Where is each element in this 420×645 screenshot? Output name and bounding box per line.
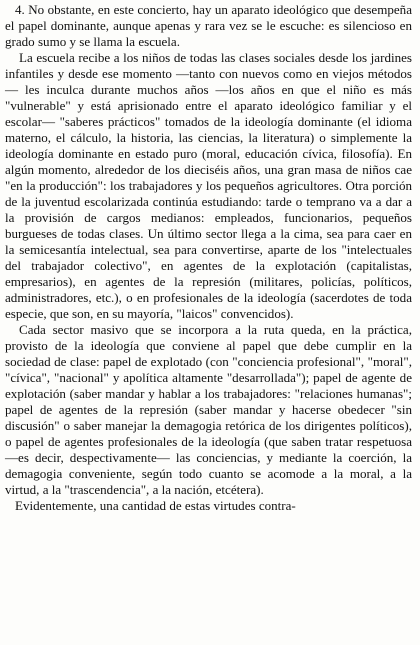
cut-off-line xyxy=(5,498,412,513)
paragraph-sectors: Cada sector masivo que se incorpora a la ruta queda, en la práctica, provisto de la ideología que conviene al papel que debe cumplir en la sociedad de clase: papel de explotado (con "conciencia profesional", "moral", "cívica", "nacional" y apolítica altamente "desarrollada"); papel de agente de explotación (saber mandar y hablar a los trabajadores: "relaciones humanas"; papel de agentes de la represión (saber mandar y hacerse obedecer "sin discusión" o saber manejar la demagogia retórica de los dirigentes políticos), o papel de agentes profesionales de la ideología (que saben tratar respetuosa —es decir, despectivamente— las conciencias, y mediante la coerción, la demagogia conveniente, según todo cuanto se acomode a la moral, a la virtud, a la "trascendencia", a la nación, etcétera). xyxy=(5,322,412,497)
paragraph-school: La escuela recibe a los niños de todas las clases sociales desde los jardines infantiles y desde ese momento —tanto con nuevos como en viejos métodos— les inculca durante muchos años —los años en que el niño es más "vulnerable" y está aprisionado entre el aparato ideológico familiar y el escolar— "saberes prácticos" tomados de la ideología dominante (el idioma materno, el cálculo, la historia, las ciencias, la literatura) o simplemente la ideología dominante en estado puro (moral, educación cívica, filosofía). En algún momento, alrededor de los dieciséis años, una gran masa de niños cae "en la producción": los trabajadores y los pequeños agricultores. Otra porción de la juventud escolarizada continúa estudiando: tarde o temprano va a dar a la provisión de cargos medianos: empleados, funcionarios, pequeños burgueses de todas clases. Un último sector llega a la cima, sea para caer en la semicesantía intelectual, sea para convertirse, aparte de los "intelectuales del trabajador colectivo", en agentes de la explotación (capitalistas, empresarios), en agentes de la represión (militares, policías, políticos, administradores, etc.), o en profesionales de la ideología (sacerdotes de toda especie, que son, en su mayoría, "laicos" convencidos). xyxy=(5,50,412,321)
paragraph-4-intro: 4. No obstante, en este concierto, hay un aparato ideológico que desempeña el papel dominante, aunque apenas y rara vez se le escuche: es silencioso en grado sumo y se llama la escuela. xyxy=(5,2,412,49)
paragraph-evidently: Evidentemente, una cantidad de estas virtudes contra- xyxy=(15,498,296,513)
